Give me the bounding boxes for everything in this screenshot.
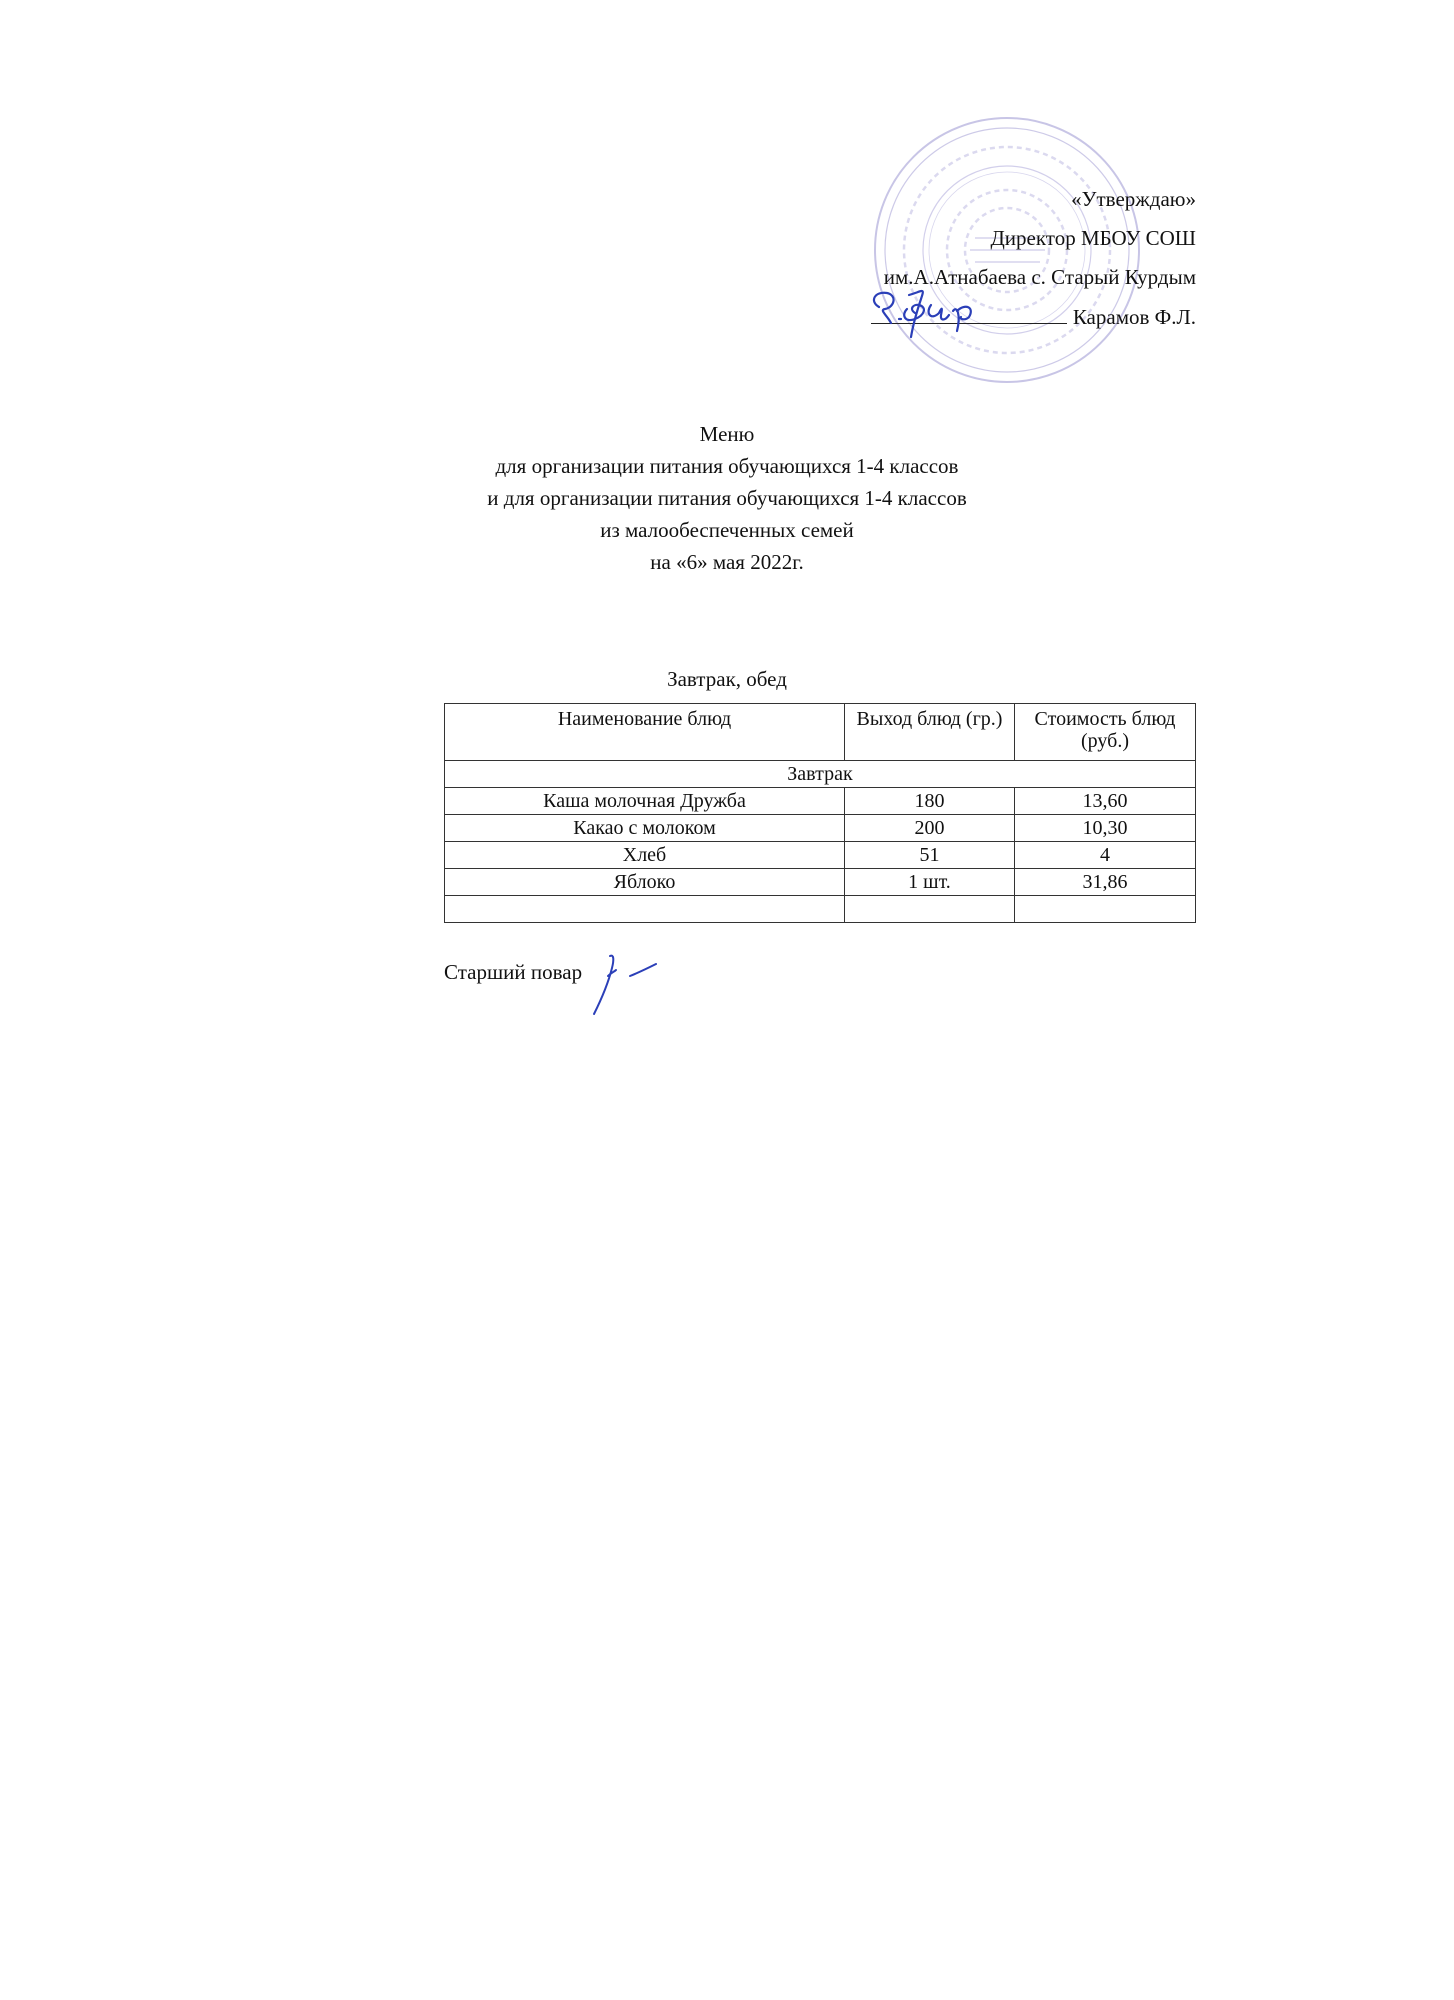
- approval-school: им.А.Атнабаева с. Старый Курдым: [883, 265, 1196, 289]
- document-subtitle-line-3: из малообеспеченных семей: [600, 518, 854, 542]
- document-date: на «6» мая 2022г.: [650, 550, 804, 574]
- dish-price: 31,86: [1015, 869, 1196, 896]
- dish-price: 13,60: [1015, 788, 1196, 815]
- table-group-row: [445, 761, 1196, 788]
- dish-weight: 180: [845, 788, 1015, 815]
- approval-heading: «Утверждаю»: [1071, 187, 1196, 211]
- dish-weight: 200: [845, 815, 1015, 842]
- dish-price: 10,30: [1015, 815, 1196, 842]
- table-row: [445, 842, 1196, 869]
- table-row-empty: [445, 896, 1196, 923]
- senior-cook-label: Старший повар: [444, 960, 583, 984]
- table-header-row: [445, 704, 1196, 761]
- document-subtitle-line-1: для организации питания обучающихся 1-4 классов: [495, 454, 959, 478]
- dish-name: Какао с молоком: [445, 815, 845, 842]
- dish-weight: 51: [845, 842, 1015, 869]
- dish-price: 4: [1015, 842, 1196, 869]
- menu-table: [444, 703, 1196, 923]
- cook-signature: [592, 950, 682, 1020]
- group-label: Завтрак: [445, 761, 1196, 788]
- dish-name: [445, 896, 845, 923]
- dish-weight: [845, 896, 1015, 923]
- approval-signer: Карамов Ф.Л.: [1072, 305, 1196, 329]
- document-title: Меню: [699, 422, 755, 446]
- dish-weight: 1 шт.: [845, 869, 1015, 896]
- meal-section-caption: Завтрак, обед: [667, 667, 787, 691]
- header-dish-weight: Выход блюд (гр.): [845, 704, 1015, 761]
- approval-position: Директор МБОУ СОШ: [990, 226, 1196, 250]
- document-title-block: [0, 418, 1454, 578]
- document-subtitle-line-2: и для организации питания обучающихся 1-4 классов: [487, 486, 967, 510]
- table-row: [445, 788, 1196, 815]
- table-row: [445, 815, 1196, 842]
- dish-name: Каша молочная Дружба: [445, 788, 845, 815]
- table-row: [445, 869, 1196, 896]
- dish-price: [1015, 896, 1196, 923]
- dish-name: Хлеб: [445, 842, 845, 869]
- header-dish-name: Наименование блюд: [445, 704, 845, 761]
- header-dish-price: Стоимость блюд (руб.): [1015, 704, 1196, 761]
- dish-name: Яблоко: [445, 869, 845, 896]
- director-signature: [865, 285, 995, 345]
